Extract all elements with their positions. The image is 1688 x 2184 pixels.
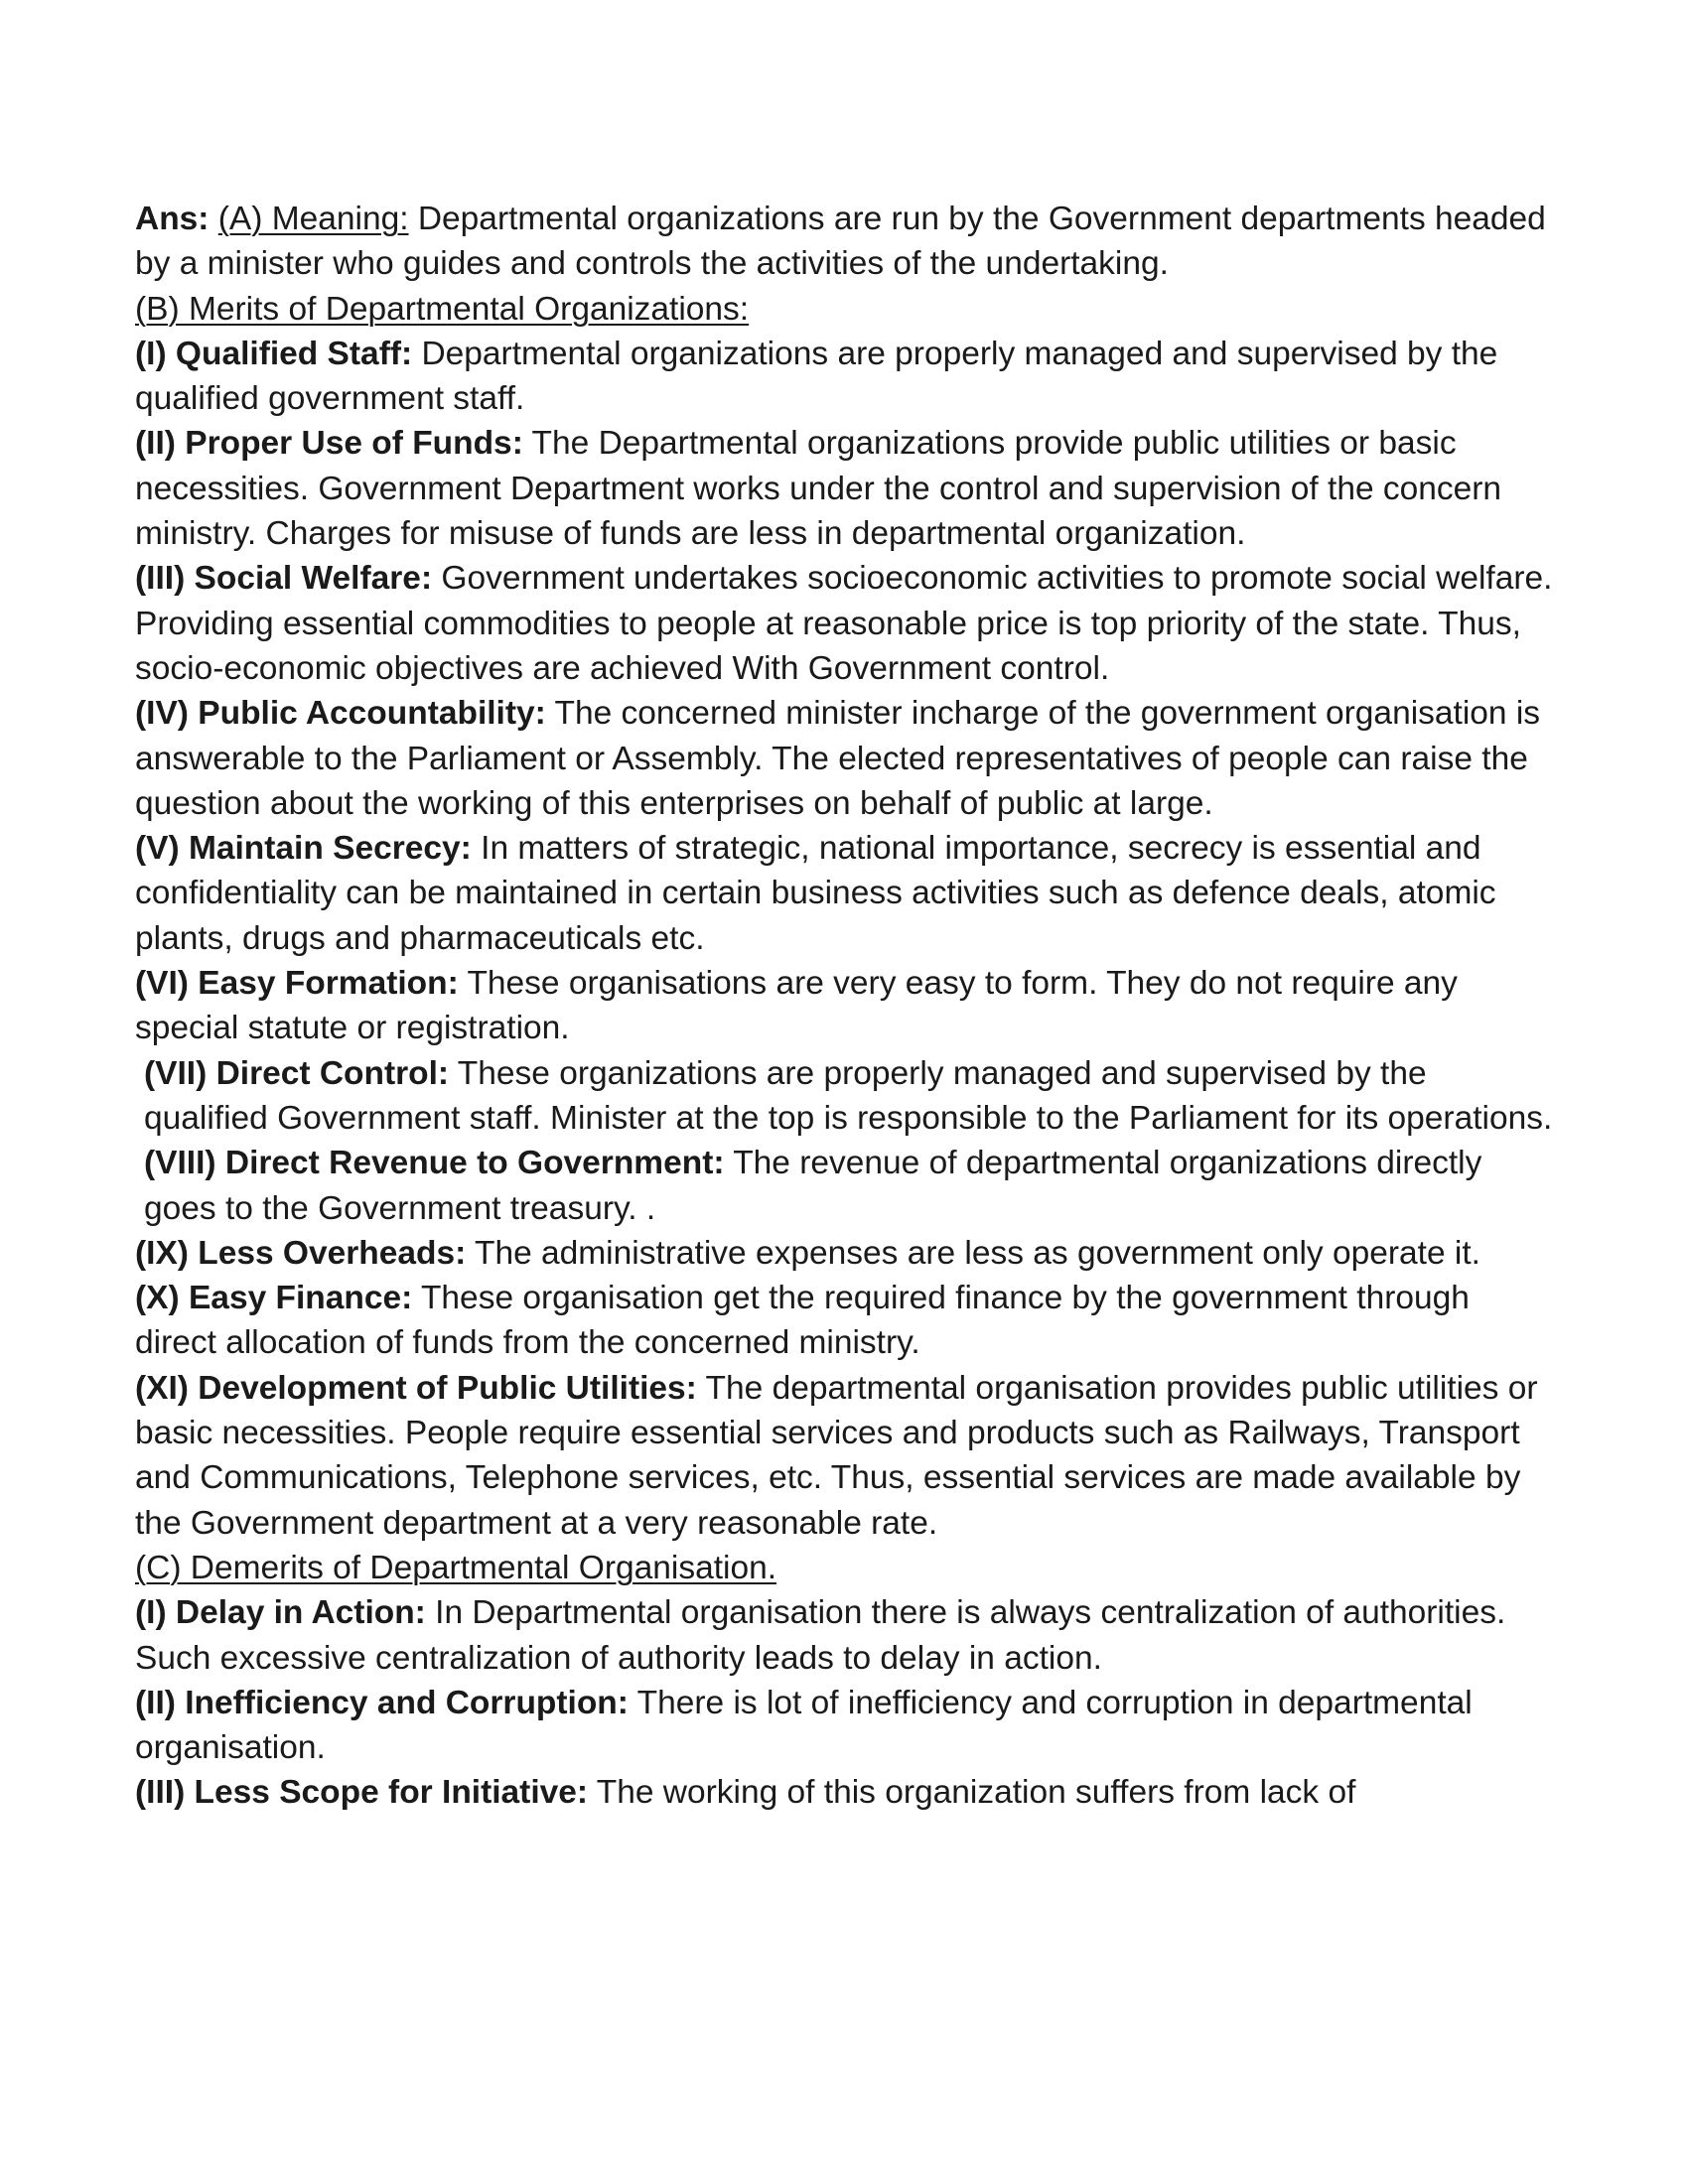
merit-item bbox=[135, 691, 1555, 826]
merit-item bbox=[135, 556, 1555, 691]
demerit-label: (II) Inefficiency and Corruption: bbox=[135, 1684, 629, 1721]
merit-text: The revenue of departmental organizations directly goes to the Government treasury. . bbox=[144, 1145, 1482, 1227]
merit-item bbox=[135, 421, 1555, 556]
merit-item bbox=[135, 1366, 1555, 1546]
merit-text: The administrative expenses are less as government only operate it. bbox=[466, 1234, 1480, 1272]
merit-label: (III) Social Welfare: bbox=[135, 560, 433, 598]
merit-text: These organizations are properly managed and supervised by the qualified Government staff. Minister at the top is responsible to the Parliament for its operations. bbox=[144, 1054, 1553, 1137]
merit-item bbox=[135, 1141, 1555, 1231]
demerits-heading: (C) Demerits of Departmental Organisation. bbox=[135, 1549, 777, 1586]
document-page bbox=[135, 197, 1555, 1816]
merit-item bbox=[135, 826, 1555, 961]
merit-text: In matters of strategic, national importance, secrecy is essential and confidentiality can be maintained in certain business activities such as defence deals, atomic plants, drugs and pharmaceuticals etc. bbox=[135, 830, 1496, 957]
merit-text: Departmental organizations are properly managed and supervised by the qualified government staff. bbox=[135, 335, 1498, 418]
merit-item bbox=[135, 332, 1555, 422]
merit-label: (XI) Development of Public Utilities: bbox=[135, 1369, 697, 1407]
merit-text: The Departmental organizations provide public utilities or basic necessities. Government Department works under the control and supervision of the concern ministry. Charges for misuse of funds are less in departmental organization. bbox=[135, 425, 1502, 553]
merit-label: (X) Easy Finance: bbox=[135, 1280, 413, 1317]
merit-text: Government undertakes socioeconomic activities to promote social welfare. Providing essential commodities to people at reasonable price is top priority of the state. Thus, socio-economic objectives are achieved With Government control. bbox=[135, 560, 1553, 687]
answer-label: Ans: bbox=[135, 201, 210, 237]
merit-item bbox=[135, 1231, 1555, 1276]
meaning-paragraph bbox=[135, 197, 1555, 287]
merit-label: (IX) Less Overheads: bbox=[135, 1234, 467, 1272]
demerit-label: (III) Less Scope for Initiative: bbox=[135, 1774, 589, 1812]
demerit-item bbox=[135, 1770, 1555, 1815]
merit-item bbox=[135, 961, 1555, 1051]
meaning-text: Departmental organizations are run by the Government departments headed by a minister who guides and controls the activities of the undertaking. bbox=[135, 201, 1546, 283]
merit-text: The departmental organisation provides public utilities or basic necessities. People require essential services and products such as Railways, Transport and Communications, Telephone services, etc. Thus, essential services are made available by the Government department at a very reasonable rate. bbox=[135, 1369, 1538, 1542]
merit-label: (VII) Direct Control: bbox=[144, 1054, 450, 1092]
demerit-item bbox=[135, 1681, 1555, 1771]
merit-label: (I) Qualified Staff: bbox=[135, 335, 413, 372]
demerit-text: The working of this organization suffers from lack of bbox=[588, 1774, 1356, 1812]
demerit-label: (I) Delay in Action: bbox=[135, 1594, 426, 1632]
merit-text: These organisations are very easy to form. They do not require any special statute or registration. bbox=[135, 965, 1458, 1047]
demerit-text: There is lot of inefficiency and corruption in departmental organisation. bbox=[135, 1684, 1473, 1767]
meaning-heading: (A) Meaning: bbox=[217, 201, 409, 237]
demerit-item bbox=[135, 1590, 1555, 1681]
merit-label: (VI) Easy Formation: bbox=[135, 965, 459, 1003]
merit-item bbox=[135, 1276, 1555, 1366]
merits-heading: (B) Merits of Departmental Organizations: bbox=[135, 290, 750, 328]
merit-label: (IV) Public Accountability: bbox=[135, 695, 546, 733]
merit-label: (II) Proper Use of Funds: bbox=[135, 425, 523, 463]
merit-item bbox=[135, 1051, 1555, 1142]
demerit-text: In Departmental organisation there is always centralization of authorities. Such excessive centralization of authority leads to delay in action. bbox=[135, 1594, 1506, 1677]
merit-label: (V) Maintain Secrecy: bbox=[135, 830, 472, 868]
merit-text: These organisation get the required finance by the government through direct allocation of funds from the concerned ministry. bbox=[135, 1280, 1470, 1362]
merit-label: (VIII) Direct Revenue to Government: bbox=[144, 1145, 725, 1182]
merit-text: The concerned minister incharge of the government organisation is answerable to the Parliament or Assembly. The elected representatives of people can raise the question about the working of this enterprises on behalf of public at large. bbox=[135, 695, 1541, 822]
